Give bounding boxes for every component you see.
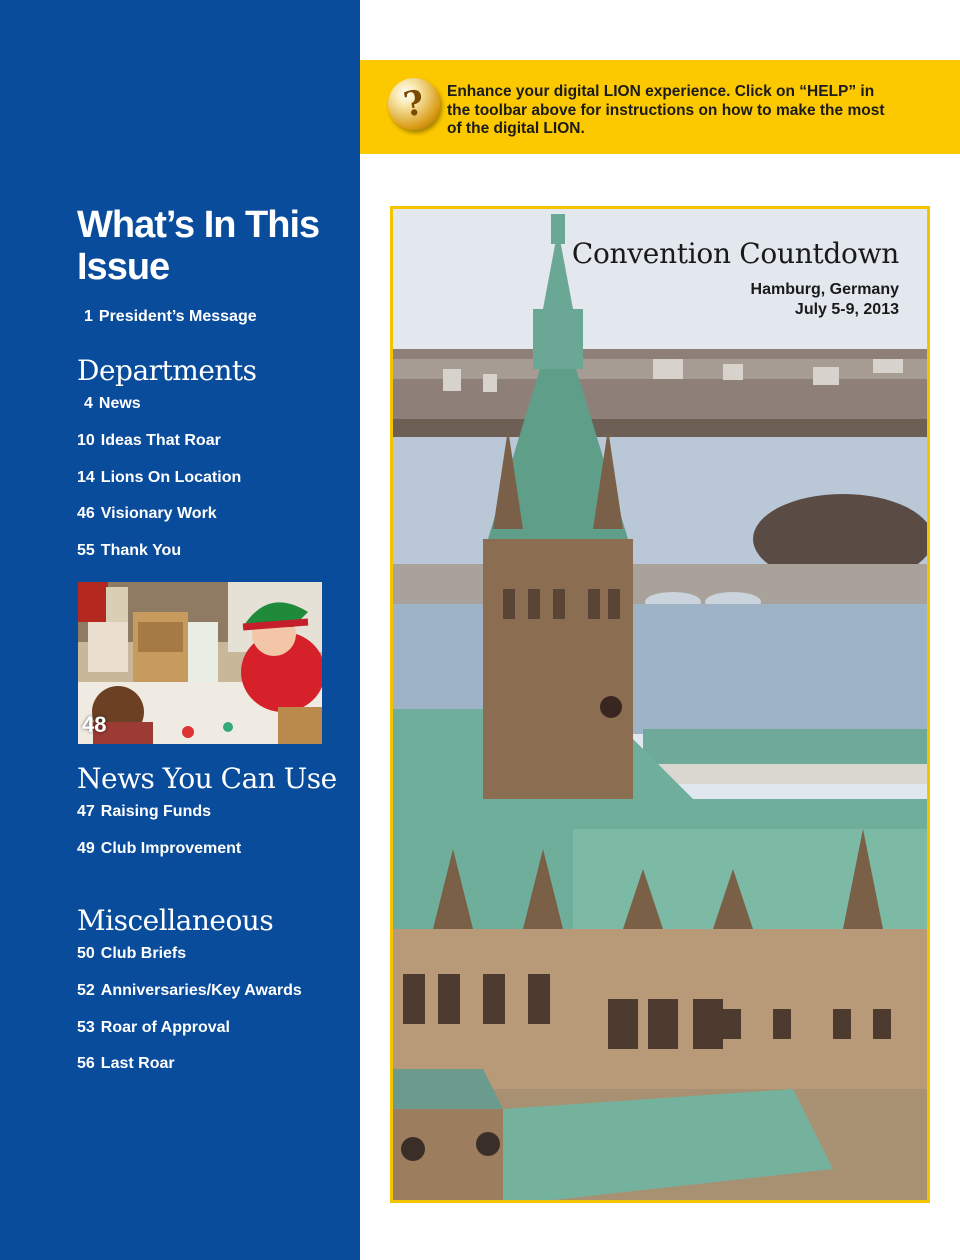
help-banner-text: Enhance your digital LION experience. Click on “HELP” in the toolbar above for instructions on how to make the most of the digital LION. [447, 83, 885, 137]
toc-entry-roar-of-approval[interactable] [77, 1019, 230, 1037]
toc-entry-page: 52 [77, 982, 95, 999]
departments-heading: Departments [77, 354, 257, 387]
help-question-icon[interactable]: ? [388, 78, 440, 130]
thumbnail-page-number: 48 [82, 712, 107, 737]
toc-entry-page: 50 [77, 945, 95, 962]
news-you-can-use-heading: News You Can Use [77, 762, 337, 795]
toc-entry-thank-you[interactable] [77, 542, 181, 560]
cover-title: Convention Countdown [571, 237, 899, 270]
toc-entry-page: 49 [77, 840, 95, 857]
toc-entry-anniversaries-key-awards[interactable] [77, 982, 302, 1000]
toc-entry-label: Club Briefs [100, 945, 187, 962]
toc-entry-page: 56 [77, 1055, 95, 1072]
toc-entry-raising-funds[interactable] [77, 803, 211, 821]
toc-entry-presidents-message[interactable] [84, 308, 257, 326]
cover-dates: July 5-9, 2013 [794, 301, 899, 318]
toc-entry-label: Club Improvement [100, 840, 242, 857]
hamburg-city-hall-image [393, 209, 927, 1200]
toc-entry-club-improvement[interactable] [77, 840, 241, 858]
toc-entry-page: 1 [84, 308, 93, 325]
toc-entry-label: Thank You [100, 542, 182, 559]
toc-entry-visionary-work[interactable] [77, 505, 217, 523]
miscellaneous-heading: Miscellaneous [77, 904, 274, 937]
cover-location: Hamburg, Germany [750, 281, 899, 298]
toc-entry-label: Ideas That Roar [100, 432, 221, 449]
toc-entry-label: President’s Message [98, 308, 257, 325]
toc-entry-label: Last Roar [100, 1055, 175, 1072]
toc-entry-news[interactable] [84, 395, 141, 413]
toc-entry-page: 14 [77, 469, 95, 486]
elf-children-photo [78, 582, 322, 744]
toc-entry-page: 10 [77, 432, 95, 449]
toc-entry-page: 47 [77, 803, 95, 820]
toc-entry-page: 4 [84, 395, 93, 412]
toc-entry-page: 53 [77, 1019, 95, 1036]
toc-entry-label: Lions On Location [100, 469, 242, 486]
toc-entry-label: Raising Funds [100, 803, 212, 820]
feature-thumbnail-photo[interactable] [78, 582, 322, 744]
toc-entry-label: Visionary Work [100, 505, 217, 522]
toc-entry-label: Anniversaries/Key Awards [100, 982, 302, 999]
toc-sidebar [0, 0, 360, 1260]
toc-entry-lions-on-location[interactable] [77, 469, 241, 487]
toc-entry-page: 46 [77, 505, 95, 522]
toc-entry-club-briefs[interactable] [77, 945, 186, 963]
toc-entry-label: News [98, 395, 141, 412]
toc-entry-ideas-that-roar[interactable] [77, 432, 221, 450]
toc-entry-label: Roar of Approval [100, 1019, 230, 1036]
toc-entry-page: 55 [77, 542, 95, 559]
toc-entry-last-roar[interactable] [77, 1055, 175, 1073]
cover-photo[interactable] [390, 206, 930, 1203]
toc-title: What’s In This Issue [77, 204, 320, 288]
